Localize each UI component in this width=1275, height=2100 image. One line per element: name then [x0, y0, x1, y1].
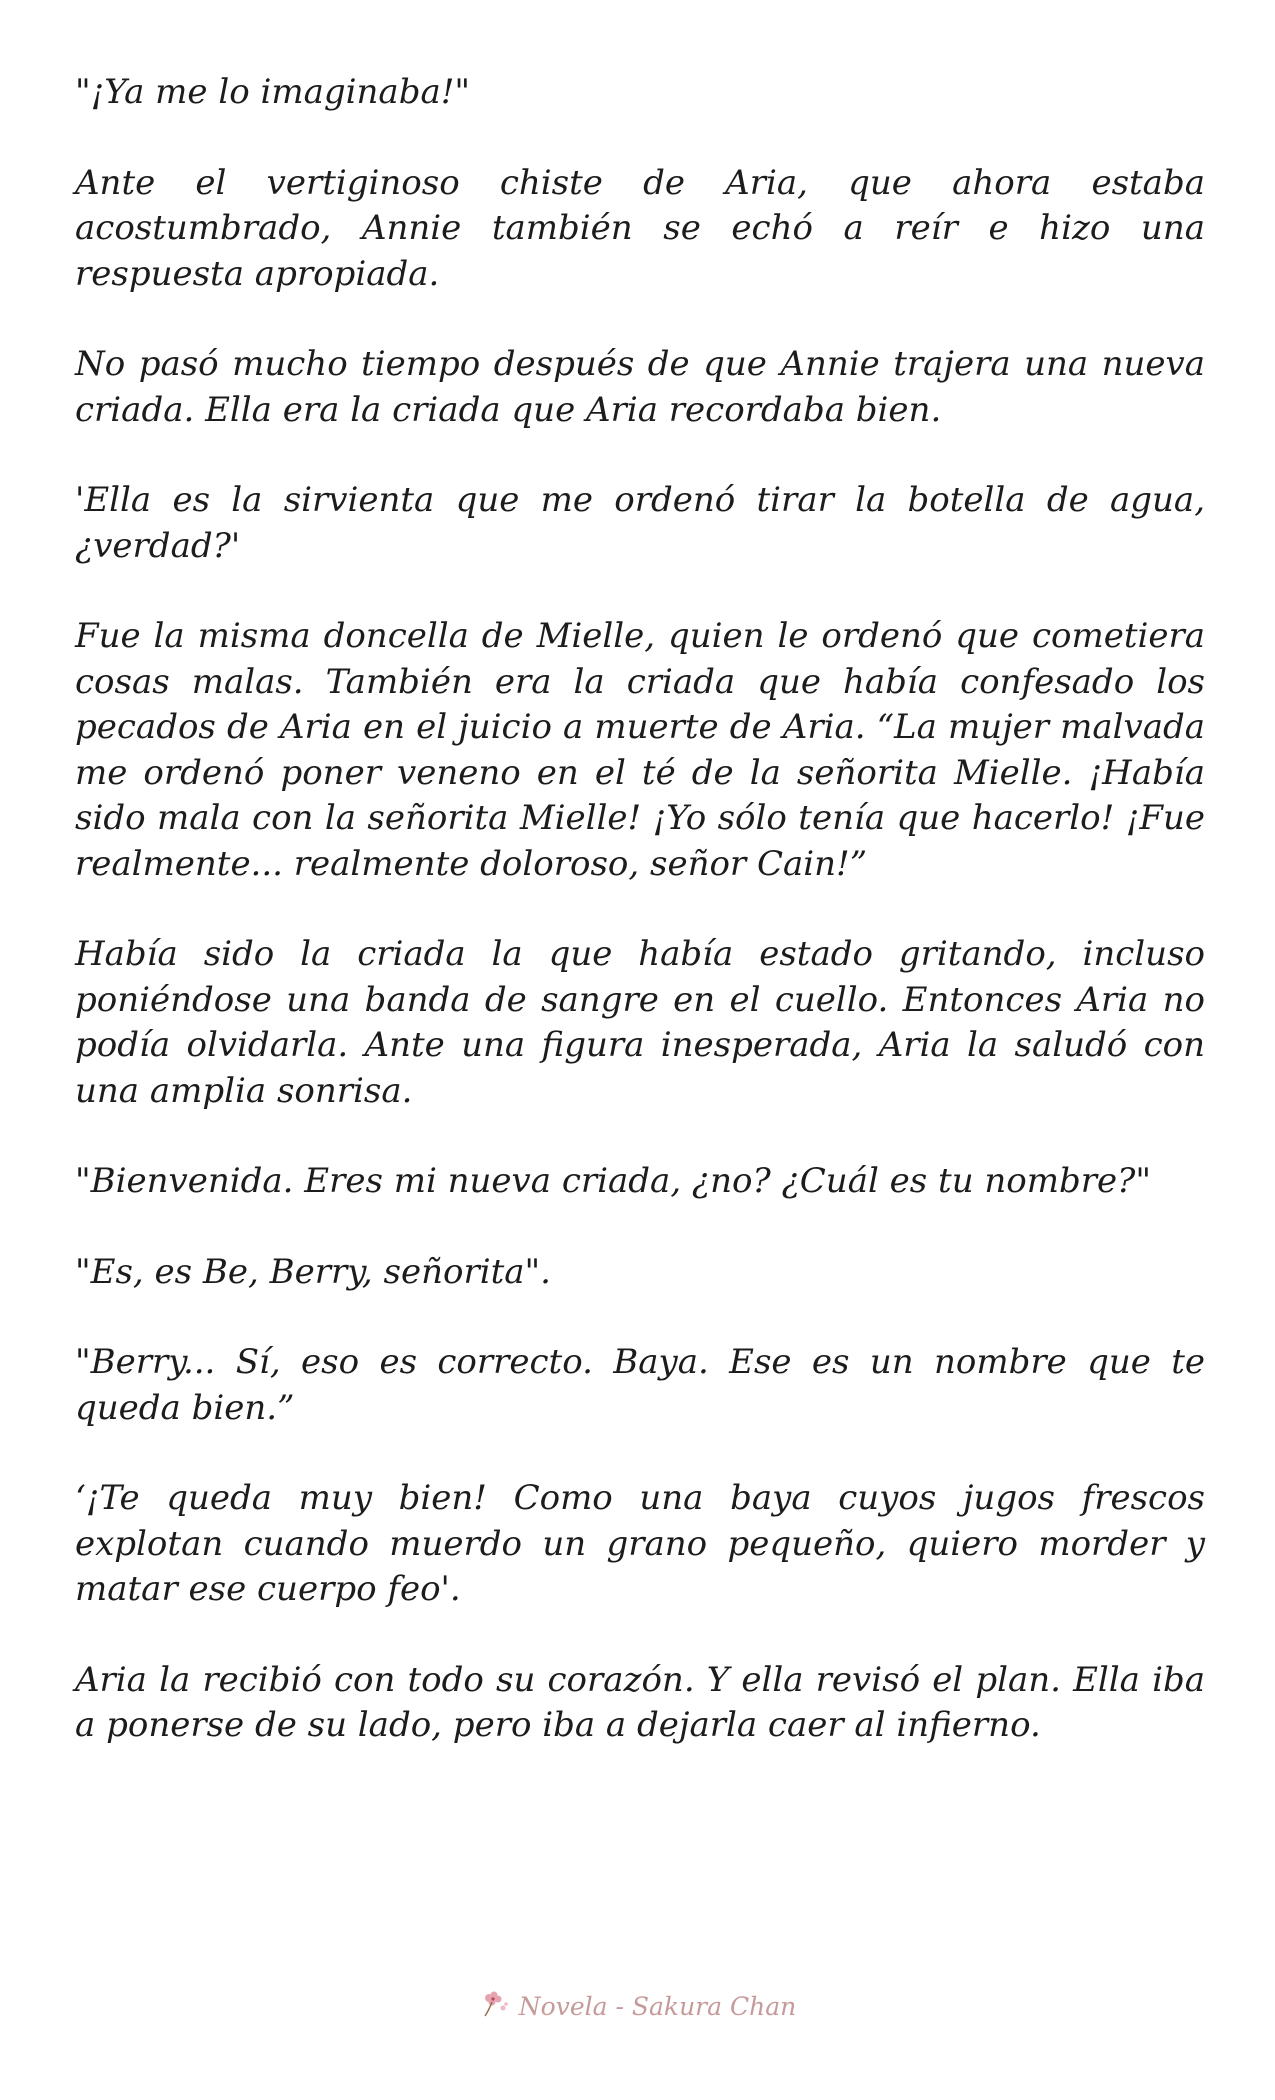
paragraph: Había sido la criada la que había estado gritando, incluso poniéndose una banda de sangre en el cuello. Entonces Aria no podía olvidarla. Ante una figura inesperada, Aria la saludó con una amplia sonrisa. [75, 934, 1205, 1111]
paragraph: "¡Ya me lo imaginaba!" [75, 72, 471, 112]
paragraph: "Berry... Sí, eso es correcto. Baya. Ese es un nombre que te queda bien.” [75, 1342, 1205, 1428]
paragraph: "Es, es Be, Berry, señorita". [75, 1251, 551, 1292]
watermark-text: Novela - Sakura Chan [518, 1992, 797, 2021]
paragraph: No pasó mucho tiempo después de que Annie trajera una nueva criada. Ella era la criada que Aria recordaba bien. [75, 344, 1205, 430]
sakura-flower-icon [479, 1990, 511, 2020]
paragraph: ‘¡Te queda muy bien! Como una baya cuyos jugos frescos explotan cuando muerdo un grano pequeño, quiero morder y matar ese cuerpo feo'. [75, 1478, 1205, 1609]
paragraph: 'Ella es la sirvienta que me ordenó tirar la botella de agua, ¿verdad?' [75, 480, 1205, 566]
paragraph: Aria la recibió con todo su corazón. Y ella revisó el plan. Ella iba a ponerse de su lado, pero iba a dejarla caer al infierno. [75, 1659, 1205, 1745]
watermark-footer [0, 1990, 1275, 2021]
paragraph: Ante el vertiginoso chiste de Aria, que ahora estaba acostumbrado, Annie también se echó a reír e hizo una respuesta apropiada. [75, 162, 1205, 294]
paragraph: Fue la misma doncella de Mielle, quien le ordenó que cometiera cosas malas. También era la criada que había confesado los pecados de Aria en el juicio a muerte de Aria. “La mujer malvada me ordenó poner veneno en el té de la señorita Mielle. ¡Había sido mala con la señorita Mielle! ¡Yo sólo tenía que hacerlo! ¡Fue realmente... realmente doloroso, señor Cain!” [75, 616, 1205, 884]
document-body [75, 70, 1205, 1794]
paragraph: "Bienvenida. Eres mi nueva criada, ¿no? ¿Cuál es tu nombre?" [75, 1161, 1152, 1201]
